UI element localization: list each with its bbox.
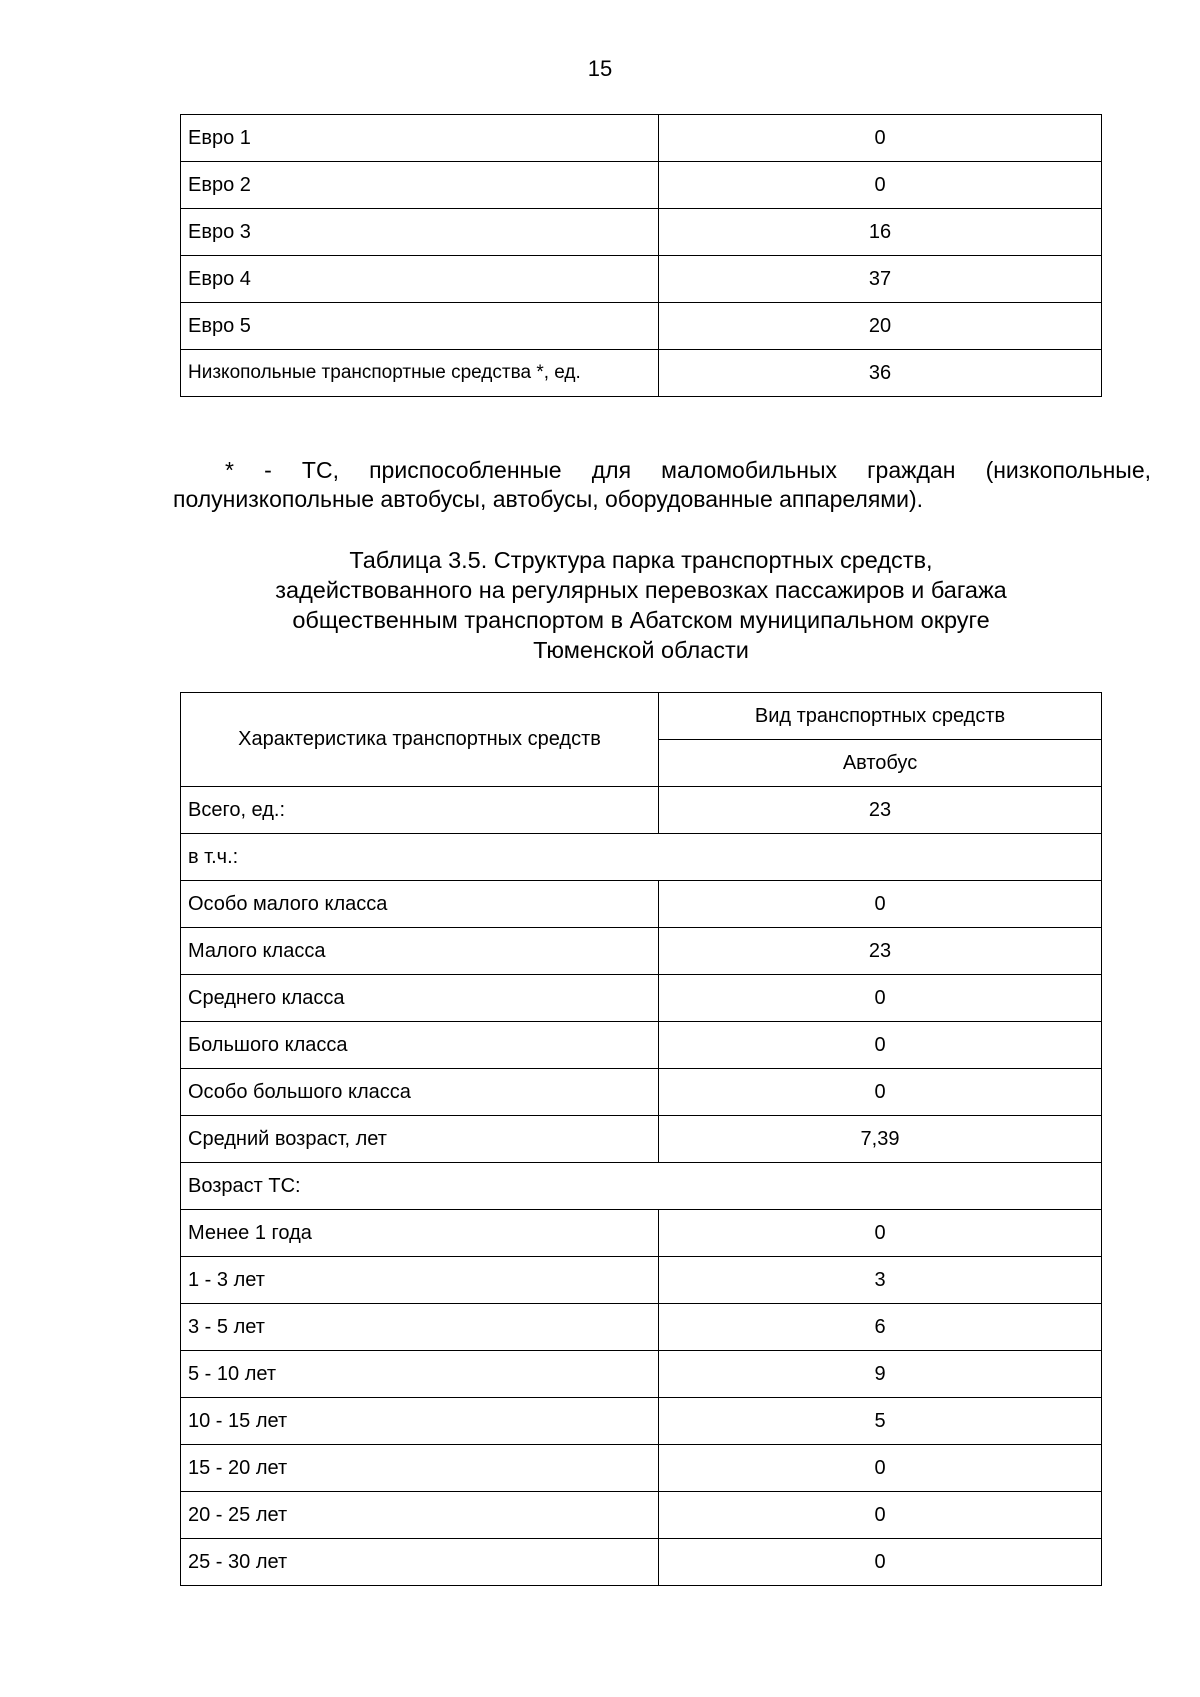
row-label: 5 - 10 лет (181, 1351, 659, 1398)
footnote-line: * - ТС, приспособленные для маломобильных граждан (низкопольные, (225, 457, 1151, 483)
row-value: 0 (659, 1069, 1102, 1116)
table-row (181, 928, 1102, 975)
table-row (181, 115, 1102, 162)
table-row (181, 975, 1102, 1022)
table-row (181, 256, 1102, 303)
table-row (181, 1210, 1102, 1257)
table-row (181, 209, 1102, 256)
caption-line: общественным транспортом в Абатском муниципальном округе (292, 607, 990, 633)
table-row (181, 1022, 1102, 1069)
caption-line: задействованного на регулярных перевозках пассажиров и багажа (275, 577, 1007, 603)
row-label: 15 - 20 лет (181, 1445, 659, 1492)
table-row (181, 834, 1102, 881)
table-row (181, 1304, 1102, 1351)
row-value: 0 (659, 162, 1102, 209)
header-vehicle-type: Вид транспортных средств (659, 693, 1102, 740)
row-value: 6 (659, 1304, 1102, 1351)
fleet-structure-table (180, 692, 1102, 1586)
row-label: Малого класса (181, 928, 659, 975)
row-value: 36 (659, 350, 1102, 397)
row-label: Низкопольные транспортные средства *, ед. (181, 350, 659, 397)
table-row (181, 162, 1102, 209)
row-value: 37 (659, 256, 1102, 303)
row-value: 5 (659, 1398, 1102, 1445)
row-value: 0 (659, 115, 1102, 162)
row-value: 9 (659, 1351, 1102, 1398)
table-row (181, 1069, 1102, 1116)
table-header-row (181, 693, 1102, 740)
table-row (181, 1351, 1102, 1398)
table-row (181, 1398, 1102, 1445)
row-section-label: в т.ч.: (181, 834, 1102, 881)
header-bus: Автобус (659, 740, 1102, 787)
page-number: 15 (587, 56, 613, 81)
row-value: 0 (659, 975, 1102, 1022)
row-value: 23 (659, 787, 1102, 834)
table-row (181, 350, 1102, 397)
row-value: 7,39 (659, 1116, 1102, 1163)
row-label: Евро 4 (181, 256, 659, 303)
table-row (181, 1492, 1102, 1539)
table-row (181, 787, 1102, 834)
row-section-label: Возраст ТС: (181, 1163, 1102, 1210)
row-label: 20 - 25 лет (181, 1492, 659, 1539)
header-characteristic: Характеристика транспортных средств (181, 693, 659, 787)
footnote-line: полунизкопольные автобусы, автобусы, оборудованные аппарелями). (173, 486, 924, 512)
row-value: 3 (659, 1257, 1102, 1304)
row-label: Евро 3 (181, 209, 659, 256)
row-label: Евро 2 (181, 162, 659, 209)
row-label: Средний возраст, лет (181, 1116, 659, 1163)
row-label: 10 - 15 лет (181, 1398, 659, 1445)
row-label: Особо малого класса (181, 881, 659, 928)
row-label: Евро 5 (181, 303, 659, 350)
row-value: 0 (659, 881, 1102, 928)
row-label: Евро 1 (181, 115, 659, 162)
caption-line: Таблица 3.5. Структура парка транспортных средств, (349, 547, 933, 573)
table-row (181, 1116, 1102, 1163)
row-label: Всего, ед.: (181, 787, 659, 834)
row-value: 0 (659, 1539, 1102, 1586)
row-value: 0 (659, 1022, 1102, 1069)
table-row (181, 1539, 1102, 1586)
table-row (181, 1163, 1102, 1210)
row-label: 1 - 3 лет (181, 1257, 659, 1304)
row-value: 20 (659, 303, 1102, 350)
table-caption (180, 545, 1102, 665)
table-row (181, 1257, 1102, 1304)
row-label: 3 - 5 лет (181, 1304, 659, 1351)
row-label: Большого класса (181, 1022, 659, 1069)
table-row (181, 1445, 1102, 1492)
table-row (181, 881, 1102, 928)
emission-class-table (180, 114, 1102, 397)
caption-line: Тюменской области (533, 637, 749, 663)
row-value: 0 (659, 1210, 1102, 1257)
row-value: 0 (659, 1492, 1102, 1539)
row-label: Среднего класса (181, 975, 659, 1022)
row-label: Менее 1 года (181, 1210, 659, 1257)
row-value: 0 (659, 1445, 1102, 1492)
row-value: 23 (659, 928, 1102, 975)
row-value: 16 (659, 209, 1102, 256)
row-label: 25 - 30 лет (181, 1539, 659, 1586)
row-label: Особо большого класса (181, 1069, 659, 1116)
table-row (181, 303, 1102, 350)
footnote (173, 456, 1151, 514)
